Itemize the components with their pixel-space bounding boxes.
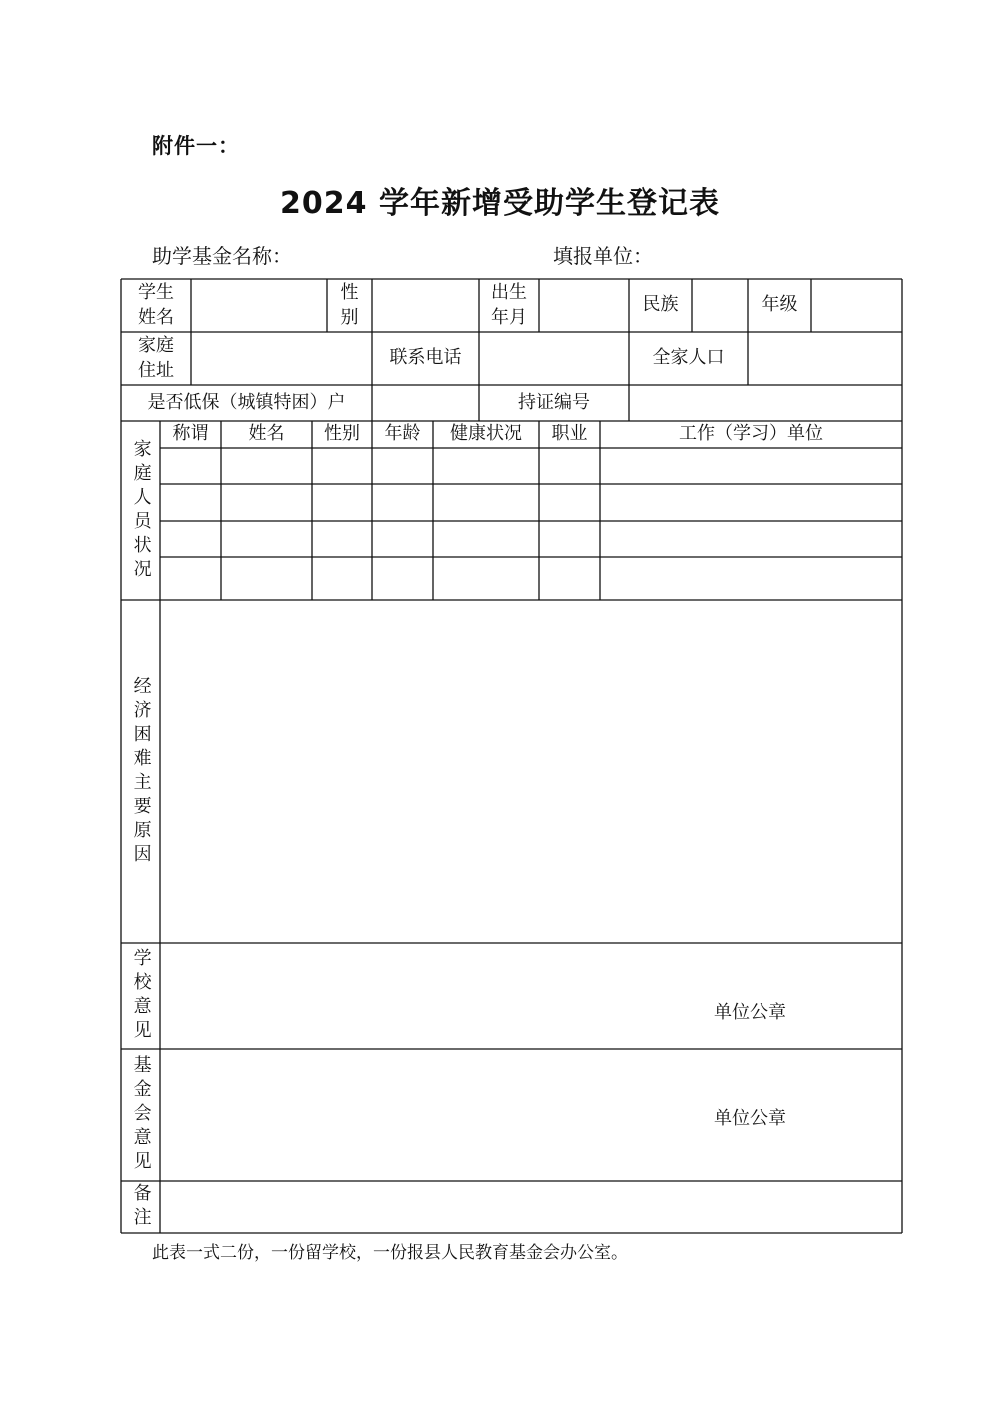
household-size-label: 全家人口 xyxy=(652,347,725,369)
fund-name-label: 助学基金名称： xyxy=(152,244,292,268)
dibao-field[interactable] xyxy=(372,385,479,421)
family-row[interactable] xyxy=(160,448,902,484)
phone-label: 联系电话 xyxy=(389,347,462,369)
family-col-workplace: 工作（学习）单位 xyxy=(679,423,823,445)
certificate-number-label: 持证编号 xyxy=(518,391,590,413)
footer-note: 此表一式二份，一份留学校，一份报县人民教育基金会办公室。 xyxy=(152,1243,628,1263)
birth-date-label: 出生 年月 xyxy=(491,282,527,328)
family-col-health: 健康状况 xyxy=(450,423,522,445)
reporting-unit-label: 填报单位： xyxy=(553,244,653,268)
foundation-opinion-field[interactable] xyxy=(160,1049,902,1181)
gender-field[interactable] xyxy=(372,279,479,332)
gender-label: 性 别 xyxy=(340,282,359,328)
remarks-label: 备注 xyxy=(130,1183,152,1231)
hardship-reason-field[interactable] xyxy=(160,600,902,943)
family-col-age: 年龄 xyxy=(384,423,421,445)
home-address-label: 家庭 住址 xyxy=(138,335,174,381)
student-name-label: 学生 姓名 xyxy=(138,282,174,328)
family-col-gender: 性别 xyxy=(324,423,360,445)
form-title: 2024 学年新增受助学生登记表 xyxy=(280,186,720,221)
birth-date-field[interactable] xyxy=(539,279,629,332)
certificate-number-field[interactable] xyxy=(629,385,902,421)
foundation-opinion-label: 基金会意见 xyxy=(130,1055,152,1175)
grade-label: 年级 xyxy=(761,294,798,316)
family-row[interactable] xyxy=(160,557,902,600)
home-address-field[interactable] xyxy=(191,332,372,385)
family-col-occupation: 职业 xyxy=(551,423,588,445)
attachment-label: 附件一： xyxy=(152,134,240,158)
school-opinion-field[interactable] xyxy=(160,943,902,1049)
ethnicity-label: 民族 xyxy=(642,294,679,316)
school-seal-label: 单位公章 xyxy=(714,1002,786,1023)
household-size-field[interactable] xyxy=(748,332,902,385)
family-col-name: 姓名 xyxy=(248,423,285,445)
phone-field[interactable] xyxy=(479,332,629,385)
remarks-field[interactable] xyxy=(160,1181,902,1233)
ethnicity-field[interactable] xyxy=(692,279,748,332)
family-row[interactable] xyxy=(160,521,902,557)
family-col-relation: 称谓 xyxy=(172,423,209,445)
dibao-label: 是否低保（城镇特困）户 xyxy=(147,391,346,413)
hardship-reason-label: 经济困难主要原因 xyxy=(130,675,152,868)
foundation-seal-label: 单位公章 xyxy=(714,1108,786,1129)
school-opinion-label: 学校意见 xyxy=(130,948,152,1044)
grade-field[interactable] xyxy=(811,279,902,332)
student-name-field[interactable] xyxy=(191,279,327,332)
family-row[interactable] xyxy=(160,484,902,521)
family-members-section-label: 家庭人员状况 xyxy=(130,438,152,583)
